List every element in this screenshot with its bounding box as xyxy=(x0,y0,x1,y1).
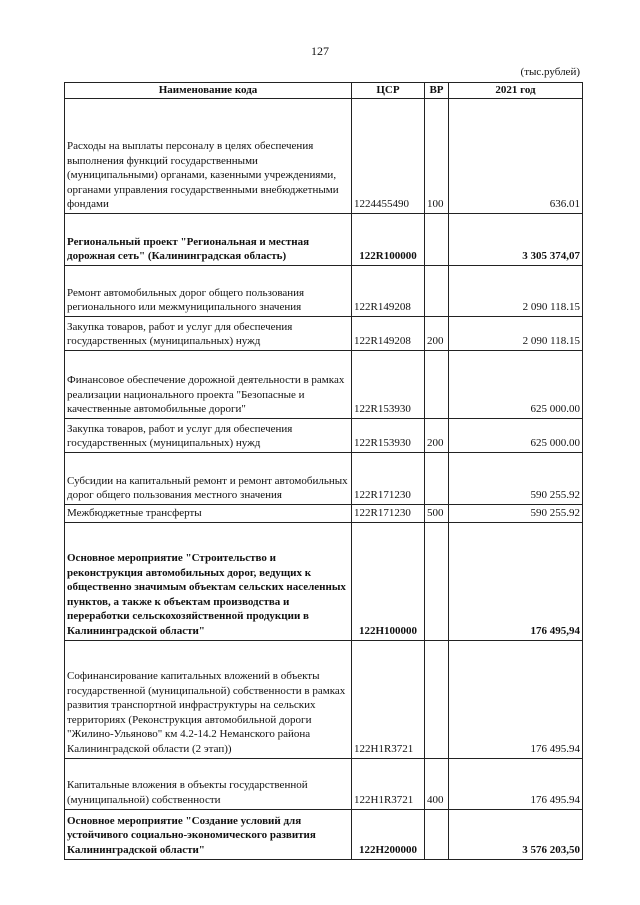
row-sum: 3 576 203,50 xyxy=(449,809,583,859)
row-csr: 1224455490 xyxy=(352,99,425,214)
row-sum: 625 000.00 xyxy=(449,351,583,419)
row-name: Региональный проект "Региональная и местная дорожная сеть" (Калининградская область) xyxy=(65,214,352,266)
units-label: (тыс.рублей) xyxy=(520,66,580,78)
header-year: 2021 год xyxy=(449,83,583,99)
row-sum: 625 000.00 xyxy=(449,419,583,453)
row-csr: 122R171230 xyxy=(352,505,425,523)
budget-table xyxy=(64,82,583,860)
row-csr: 122H1R3721 xyxy=(352,640,425,758)
row-name: Софинансирование капитальных вложений в объекты государственной (муниципальной) собственности в рамках развития транспортной инфраструктуры на сельских территориях (Реконструкция автомобильной дороги "Жилино-Ульяново" км 4.2-14.2 Неманского района Калининградской области (2 этап)) xyxy=(65,640,352,758)
table-row xyxy=(65,266,583,317)
row-name: Основное мероприятие "Строительство и реконструкция автомобильных дорог, ведущих к общественно значимым объектам сельских населенных пунктов, а также к объектам производства и переработки сельскохозяйственной продукции в Калининградской области" xyxy=(65,522,352,640)
table-row xyxy=(65,809,583,859)
row-vr xyxy=(425,453,449,505)
table-row xyxy=(65,419,583,453)
table-row xyxy=(65,505,583,523)
row-name: Капитальные вложения в объекты государственной (муниципальной) собственности xyxy=(65,758,352,809)
row-sum: 590 255.92 xyxy=(449,453,583,505)
row-name: Межбюджетные трансферты xyxy=(65,505,352,523)
row-csr: 122H100000 xyxy=(352,522,425,640)
table-row xyxy=(65,758,583,809)
row-name: Финансовое обеспечение дорожной деятельности в рамках реализации национального проекта "Безопасные и качественные автомобильные дороги" xyxy=(65,351,352,419)
row-csr: 122H1R3721 xyxy=(352,758,425,809)
row-csr: 122R149208 xyxy=(352,317,425,351)
row-sum: 3 305 374,07 xyxy=(449,214,583,266)
row-sum: 176 495,94 xyxy=(449,522,583,640)
table-row xyxy=(65,351,583,419)
table-row xyxy=(65,99,583,214)
table-row xyxy=(65,214,583,266)
row-sum: 2 090 118.15 xyxy=(449,266,583,317)
table-header-row xyxy=(65,83,583,99)
row-csr: 122R149208 xyxy=(352,266,425,317)
table-row xyxy=(65,317,583,351)
row-csr: 122R100000 xyxy=(352,214,425,266)
row-sum: 2 090 118.15 xyxy=(449,317,583,351)
row-vr xyxy=(425,266,449,317)
row-vr: 200 xyxy=(425,317,449,351)
row-name: Закупка товаров, работ и услуг для обеспечения государственных (муниципальных) нужд xyxy=(65,317,352,351)
page-number: 127 xyxy=(311,44,329,58)
row-vr: 500 xyxy=(425,505,449,523)
row-csr: 122R171230 xyxy=(352,453,425,505)
row-name: Ремонт автомобильных дорог общего пользования регионального или межмуниципального значения xyxy=(65,266,352,317)
row-name: Закупка товаров, работ и услуг для обеспечения государственных (муниципальных) нужд xyxy=(65,419,352,453)
row-sum: 176 495.94 xyxy=(449,758,583,809)
header-vr: ВР xyxy=(425,83,449,99)
row-sum: 590 255.92 xyxy=(449,505,583,523)
row-vr: 100 xyxy=(425,99,449,214)
row-vr: 200 xyxy=(425,419,449,453)
header-csr: ЦСР xyxy=(352,83,425,99)
row-vr xyxy=(425,522,449,640)
row-csr: 122R153930 xyxy=(352,351,425,419)
row-name: Субсидии на капитальный ремонт и ремонт автомобильных дорог общего пользования местного значения xyxy=(65,453,352,505)
row-csr: 122R153930 xyxy=(352,419,425,453)
row-vr xyxy=(425,214,449,266)
row-vr xyxy=(425,640,449,758)
row-vr: 400 xyxy=(425,758,449,809)
row-vr xyxy=(425,351,449,419)
table-row xyxy=(65,522,583,640)
row-name: Основное мероприятие "Создание условий для устойчивого социально-экономического развития Калининградской области" xyxy=(65,809,352,859)
header-name: Наименование кода xyxy=(65,83,352,99)
row-sum: 176 495.94 xyxy=(449,640,583,758)
table-row xyxy=(65,640,583,758)
table-row xyxy=(65,453,583,505)
row-sum: 636.01 xyxy=(449,99,583,214)
row-name: Расходы на выплаты персоналу в целях обеспечения выполнения функций государственными (муниципальными) органами, казенными учреждениями, органами управления государственными внебюджетными фондами xyxy=(65,99,352,214)
row-vr xyxy=(425,809,449,859)
row-csr: 122H200000 xyxy=(352,809,425,859)
